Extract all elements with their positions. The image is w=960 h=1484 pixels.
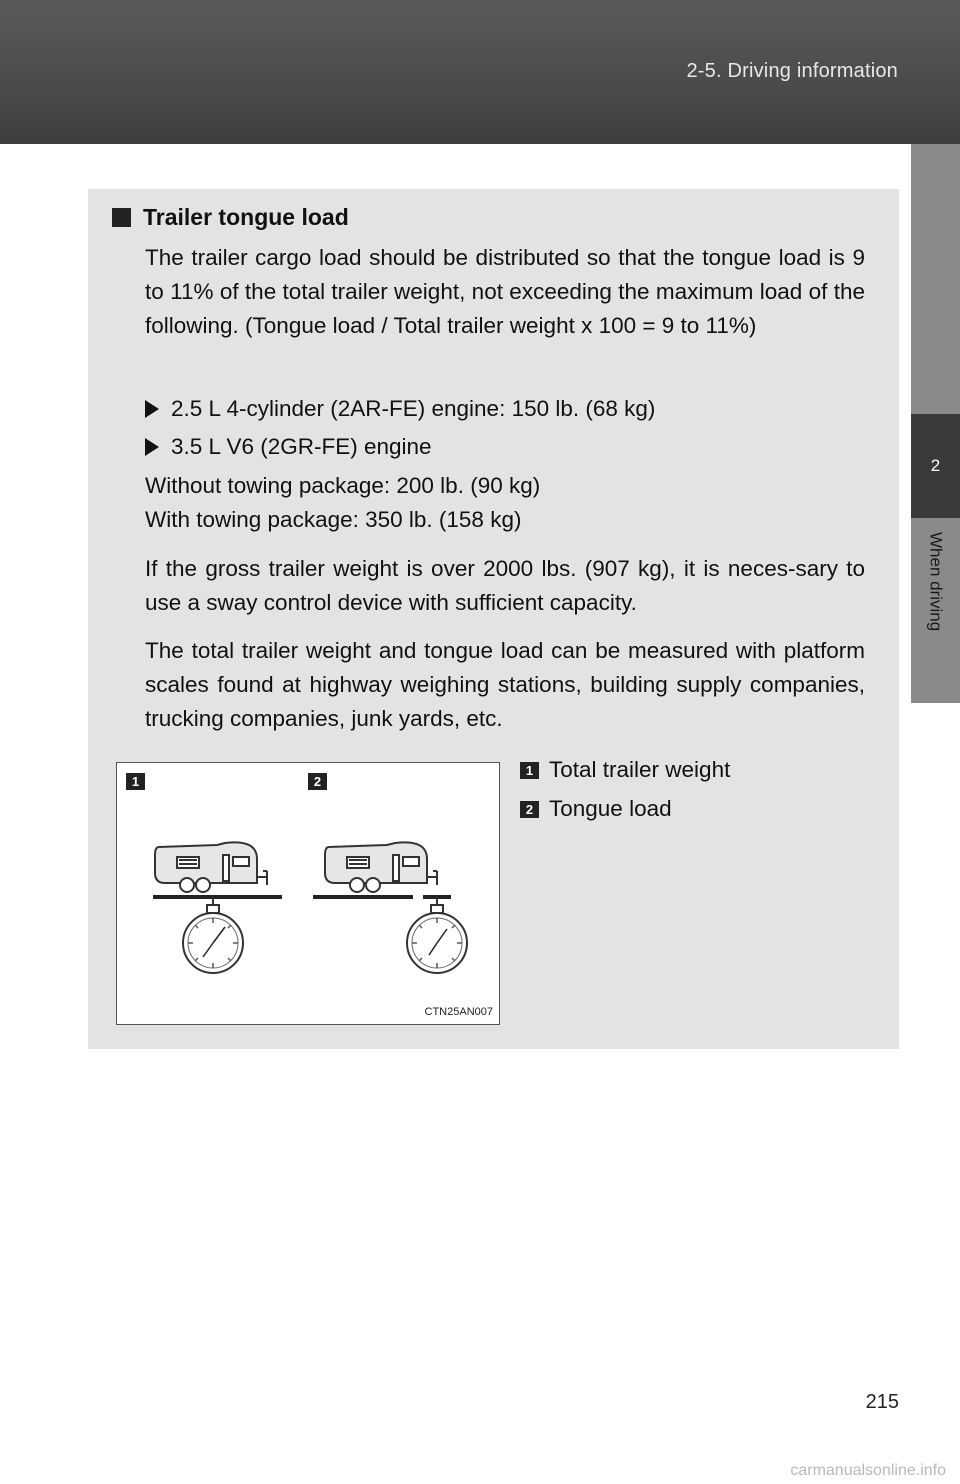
trailer-2-icon	[325, 842, 437, 892]
square-bullet-icon	[112, 208, 131, 227]
intro-paragraph: The trailer cargo load should be distributed so that the tongue load is 9 to 11% of the total trailer weight, not exceeding the maximum load of the following. (Tongue load / Total trailer weight x 100 = 9 to 11%)	[145, 245, 865, 338]
page-number: 215	[865, 1391, 899, 1413]
legend-item-2	[520, 796, 672, 822]
sway-paragraph: If the gross trailer weight is over 2000 lbs. (907 kg), it is neces-sary to use a sway control device with sufficient capacity.	[145, 556, 865, 615]
trailer-1-icon	[155, 842, 267, 892]
legend-badge-1: 1	[520, 762, 539, 779]
v6-line: Without towing package: 200 lb. (90 kg)	[145, 473, 541, 498]
bullet-text: 3.5 L V6 (2GR-FE) engine	[171, 434, 432, 459]
legend-badge-2: 2	[520, 801, 539, 818]
side-tab-top	[911, 144, 960, 414]
legend-label-2: Tongue load	[549, 796, 672, 821]
bullet-text: 2.5 L 4-cylinder (2AR-FE) engine: 150 lb. (68 kg)	[171, 396, 656, 421]
trailer-figure	[116, 762, 500, 1025]
triangle-bullet-icon	[145, 438, 159, 456]
legend-item-1	[520, 757, 730, 783]
v6-line: With towing package: 350 lb. (158 kg)	[145, 507, 522, 532]
bullet-item	[145, 430, 432, 464]
watermark: carmanualsonline.info	[790, 1462, 946, 1479]
section-title: 2-5. Driving information	[686, 60, 898, 82]
triangle-bullet-icon	[145, 400, 159, 418]
chapter-number-tab[interactable]: 2	[911, 414, 960, 518]
figure-badge-1: 1	[126, 773, 145, 790]
figure-code: CTN25AN007	[424, 1006, 493, 1018]
bullet-item	[145, 392, 655, 426]
trailer-scales-illustration	[117, 763, 499, 1024]
legend-label-1: Total trailer weight	[549, 757, 731, 782]
figure-badge-2: 2	[308, 773, 327, 790]
section-heading	[112, 204, 349, 231]
measure-paragraph: The total trailer weight and tongue load can be measured with platform scales found at highway weighing stations, building supply companies, trucking companies, junk yards, etc.	[145, 638, 865, 731]
chapter-label: When driving	[926, 532, 946, 632]
page-header	[0, 0, 960, 144]
heading-text: Trailer tongue load	[143, 204, 349, 230]
